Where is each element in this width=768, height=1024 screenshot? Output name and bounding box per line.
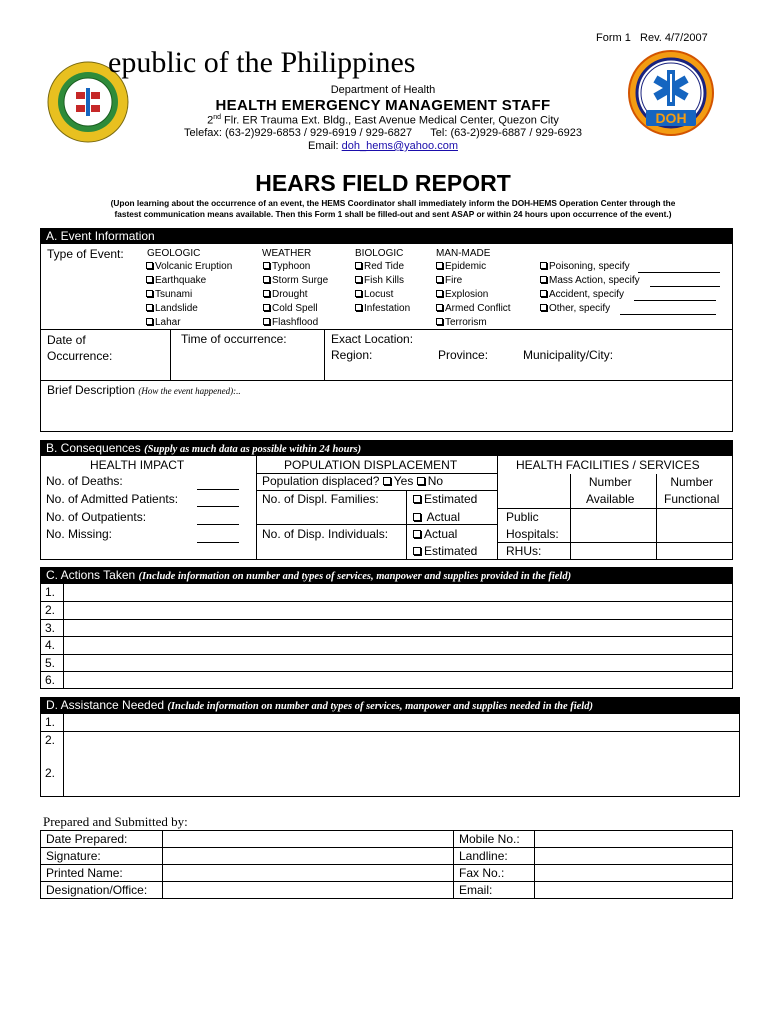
section-a-header: A. Event Information: [40, 228, 733, 244]
section-d-header: D. Assistance Needed (Include information on number and types of services, manpower and supplies needed in the field): [40, 697, 740, 713]
event-option[interactable]: Typhoon: [263, 261, 310, 272]
email-label: Email:: [459, 883, 493, 897]
no-checkbox[interactable]: [417, 477, 425, 485]
outpatients-field[interactable]: [197, 524, 239, 525]
event-option[interactable]: Earthquake: [146, 275, 206, 286]
address: 2nd Flr. ER Trauma Ext. Bldg., East Avenue Medical Center, Quezon City: [207, 114, 559, 127]
exact-location-label: Exact Location:: [331, 332, 414, 346]
divider: [406, 490, 407, 560]
email-link[interactable]: doh_hems@yahoo.com: [341, 140, 458, 152]
category-manmade: MAN-MADE: [436, 248, 491, 259]
region-label: Region:: [331, 348, 373, 362]
event-option[interactable]: Other, specify: [540, 303, 610, 314]
form-title: HEARS FIELD REPORT: [255, 170, 511, 196]
missing-field[interactable]: [197, 542, 239, 543]
checkbox[interactable]: [263, 304, 270, 311]
designation-label: Designation/Office:: [46, 883, 148, 897]
missing-label: No. Missing:: [46, 527, 113, 541]
outpatients-label: No. of Outpatients:: [46, 510, 147, 524]
families-actual-option[interactable]: Actual: [413, 510, 460, 524]
section-b-header: B. Consequences (Supply as much data as possible within 24 hours): [40, 440, 733, 456]
fax-label: Fax No.:: [459, 866, 505, 880]
event-option[interactable]: Armed Conflict: [436, 303, 511, 314]
event-option[interactable]: Landslide: [146, 303, 198, 314]
brief-description-label: Brief Description (How the event happened):..: [47, 383, 241, 397]
event-option[interactable]: Storm Surge: [263, 275, 328, 286]
number-functional-heading: Number Functional: [664, 475, 720, 506]
checkbox[interactable]: [263, 290, 270, 297]
checkbox[interactable]: [146, 290, 153, 297]
checkbox[interactable]: [146, 318, 153, 325]
republic-heading: epublic of the Philippines: [108, 46, 416, 79]
event-option[interactable]: Epidemic: [436, 261, 486, 272]
yes-checkbox[interactable]: [383, 477, 391, 485]
divider: [40, 329, 733, 330]
checkbox[interactable]: [263, 276, 270, 283]
category-biologic: BIOLOGIC: [355, 248, 404, 259]
divider: [40, 881, 733, 882]
divider: [40, 671, 733, 672]
rhus-label: RHUs:: [506, 544, 542, 558]
action-row-number: 1.: [45, 585, 56, 599]
checkbox[interactable]: [436, 262, 443, 269]
admitted-label: No. of Admitted Patients:: [46, 492, 179, 506]
checkbox[interactable]: [146, 262, 153, 269]
assistance-row-number: 1.: [45, 715, 56, 729]
department-name: Department of Health: [330, 84, 436, 96]
divider: [534, 830, 535, 899]
divider: [40, 847, 733, 848]
landline-label: Landline:: [459, 849, 508, 863]
deaths-label: No. of Deaths:: [46, 474, 123, 488]
form-number: Form 1 Rev. 4/7/2007: [596, 32, 708, 44]
signature-label: Signature:: [46, 849, 101, 863]
checkbox[interactable]: [263, 318, 270, 325]
checkbox[interactable]: [355, 290, 362, 297]
action-row-number: 2.: [45, 603, 56, 617]
action-row-number: 3.: [45, 621, 56, 635]
divider: [256, 490, 497, 491]
checkbox[interactable]: [540, 262, 547, 269]
divider: [256, 524, 497, 525]
checkbox[interactable]: [355, 262, 362, 269]
event-option[interactable]: Tsunami: [146, 289, 192, 300]
specify-line[interactable]: [620, 314, 716, 315]
event-option[interactable]: Terrorism: [436, 317, 487, 328]
specify-line[interactable]: [634, 300, 716, 301]
checkbox[interactable]: [436, 290, 443, 297]
health-facilities-heading: HEALTH FACILITIES / SERVICES: [516, 458, 700, 472]
event-option[interactable]: Locust: [355, 289, 393, 300]
event-option[interactable]: Red Tide: [355, 261, 404, 272]
event-option[interactable]: Poisoning, specify: [540, 261, 630, 272]
telefax: Telefax: (63-2)929-6853 / 929-6919 / 929-6827 Tel: (63-2)929-6887 / 929-6923: [184, 127, 582, 139]
event-option[interactable]: Fire: [436, 275, 462, 286]
checkbox[interactable]: [355, 304, 362, 311]
displ-families-label: No. of Displ. Families:: [262, 492, 379, 506]
checkbox[interactable]: [146, 304, 153, 311]
divider: [40, 713, 740, 714]
divider: [656, 474, 657, 560]
email-line: Email: doh_hems@yahoo.com: [308, 140, 458, 152]
checkbox[interactable]: [540, 304, 547, 311]
instructions: (Upon learning about the occurrence of an event, the HEMS Coordinator shall immediately inform the DOH-HEMS Operation Center through the fastest communication means available. Then this Form 1 shall be filled-out and sent ASAP or within 24 hours upon occurrence of the event.): [110, 198, 676, 219]
specify-line[interactable]: [638, 272, 720, 273]
checkbox[interactable]: [263, 262, 270, 269]
assistance-row-number: 2.: [45, 766, 56, 780]
type-of-event-label: Type of Event:: [47, 247, 124, 261]
event-option[interactable]: Fish Kills: [355, 275, 404, 286]
divider: [570, 474, 571, 560]
event-option[interactable]: Cold Spell: [263, 303, 318, 314]
date-prepared-label: Date Prepared:: [46, 832, 128, 846]
event-option[interactable]: Drought: [263, 289, 308, 300]
action-row-number: 4.: [45, 638, 56, 652]
divider: [453, 830, 454, 899]
divider: [40, 636, 733, 637]
admitted-field[interactable]: [197, 506, 239, 507]
checkbox[interactable]: [436, 318, 443, 325]
deaths-field[interactable]: [197, 489, 239, 490]
checkbox[interactable]: [355, 276, 362, 283]
checkbox[interactable]: [413, 513, 421, 521]
divider: [170, 329, 171, 380]
population-displacement-heading: POPULATION DISPLACEMENT: [284, 458, 458, 472]
checkbox[interactable]: [540, 290, 547, 297]
checkbox[interactable]: [413, 530, 421, 538]
doh-logo-text: DOH: [655, 110, 687, 126]
event-option[interactable]: Infestation: [355, 303, 410, 314]
divider: [324, 329, 325, 380]
event-option[interactable]: Volcanic Eruption: [146, 261, 232, 272]
checkbox[interactable]: [413, 495, 421, 503]
printed-name-label: Printed Name:: [46, 866, 123, 880]
divider: [40, 654, 733, 655]
event-option[interactable]: Flashflood: [263, 317, 318, 328]
population-displaced-question: Population displaced? Yes No: [262, 474, 444, 488]
assistance-row-number: 2.: [45, 733, 56, 747]
public-hospitals-label: Public Hospitals:: [506, 510, 559, 541]
divider: [40, 864, 733, 865]
families-estimated-option[interactable]: Estimated: [413, 492, 477, 506]
mobile-label: Mobile No.:: [459, 832, 520, 846]
doh-hems-logo: [626, 48, 716, 138]
divider: [40, 380, 733, 381]
section-c-header: C. Actions Taken (Include information on number and types of services, manpower and supplies provided in the field): [40, 567, 733, 583]
category-weather: WEATHER: [262, 248, 312, 259]
divider: [40, 583, 733, 584]
divider: [256, 456, 257, 560]
event-option[interactable]: Lahar: [146, 317, 181, 328]
divider: [63, 713, 64, 797]
event-option[interactable]: Accident, specify: [540, 289, 624, 300]
health-impact-heading: HEALTH IMPACT: [90, 458, 185, 472]
divider: [40, 731, 740, 732]
time-of-occurrence-label: Time of occurrence:: [181, 332, 287, 346]
checkbox[interactable]: [436, 304, 443, 311]
municipality-label: Municipality/City:: [523, 348, 614, 362]
divider: [162, 830, 163, 899]
disp-individuals-label: No. of Disp. Individuals:: [262, 527, 389, 541]
checkbox[interactable]: [540, 276, 547, 283]
date-of-occurrence-label: Date of Occurrence:: [47, 333, 113, 363]
action-row-number: 5.: [45, 656, 56, 670]
divider: [40, 619, 733, 620]
specify-line[interactable]: [650, 286, 720, 287]
staff-name: HEALTH EMERGENCY MANAGEMENT STAFF: [215, 97, 551, 114]
individuals-actual-option[interactable]: Actual: [413, 527, 457, 541]
divider: [40, 601, 733, 602]
checkbox[interactable]: [413, 547, 421, 555]
number-available-heading: Number Available: [586, 475, 635, 506]
province-label: Province:: [438, 348, 489, 362]
category-geologic: GEOLOGIC: [147, 248, 201, 259]
checkbox[interactable]: [436, 276, 443, 283]
event-option[interactable]: Mass Action, specify: [540, 275, 640, 286]
event-option[interactable]: Explosion: [436, 289, 488, 300]
action-row-number: 6.: [45, 673, 56, 687]
checkbox[interactable]: [146, 276, 153, 283]
prepared-by-heading: Prepared and Submitted by:: [43, 814, 188, 829]
individuals-estimated-option[interactable]: Estimated: [413, 544, 477, 558]
